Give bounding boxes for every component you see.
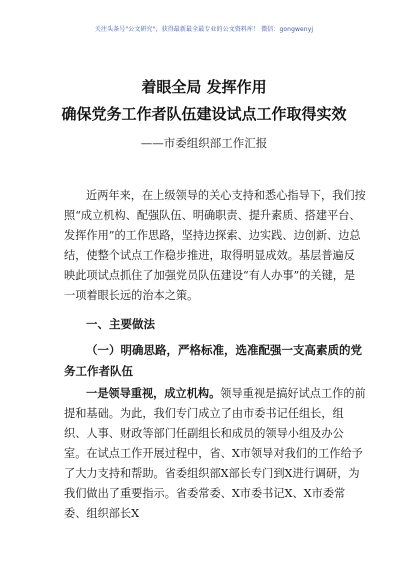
header-banner: 关注头条号"公文研究"，获得最新最全最专业的公文资料库！ 微信：gongwenyj bbox=[94, 26, 314, 33]
section-heading: 一、主要做法 bbox=[86, 317, 155, 331]
document-title-line2: 确保党务工作者队伍建设试点工作取得实效 bbox=[61, 105, 347, 123]
document-subtitle: ——市委组织部工作汇报 bbox=[140, 136, 268, 150]
intro-paragraph-text: 近两年来，在上级领导的关心支持和悉心指导下，我们按照“成立机构、配强队伍、明确职责、提升素质、搭建平台、发挥作用”的工作思路，坚持边探索、边实践、边创新、边总结，使整个试点工作稳步推进，取得明显成效。基层普遍反映此项试点抓住了加强党员队伍建设“有人办事”的关键，是一项着眼长远的治本之策。 bbox=[64, 189, 366, 302]
intro-paragraph bbox=[64, 186, 366, 306]
body-lead-text: 一是领导重视，成立机构。 bbox=[86, 386, 221, 400]
body-text: 领导重视是搞好试点工作的前提和基础。为此，我们专门成立了由市委书记任组长，组织、人事、财政等部门任副组长和成员的领导小组及办公室。在试点工作开展过程中，省、X市领导对我们的工作给予了大力支持和帮助。省委组织部X部长专门到X进行调研，为我们做出了重要指示。省委常委、X市委书记X、X市委常委、组织部长X bbox=[64, 387, 366, 520]
body-paragraph bbox=[64, 383, 366, 524]
subsection-heading-text: （一）明确思路，严格标准，选准配强一支高素质的党务工作者队伍 bbox=[64, 343, 362, 378]
document-title-line1: 着眼全局 发挥作用 bbox=[141, 78, 267, 96]
subsection-heading bbox=[64, 340, 366, 382]
